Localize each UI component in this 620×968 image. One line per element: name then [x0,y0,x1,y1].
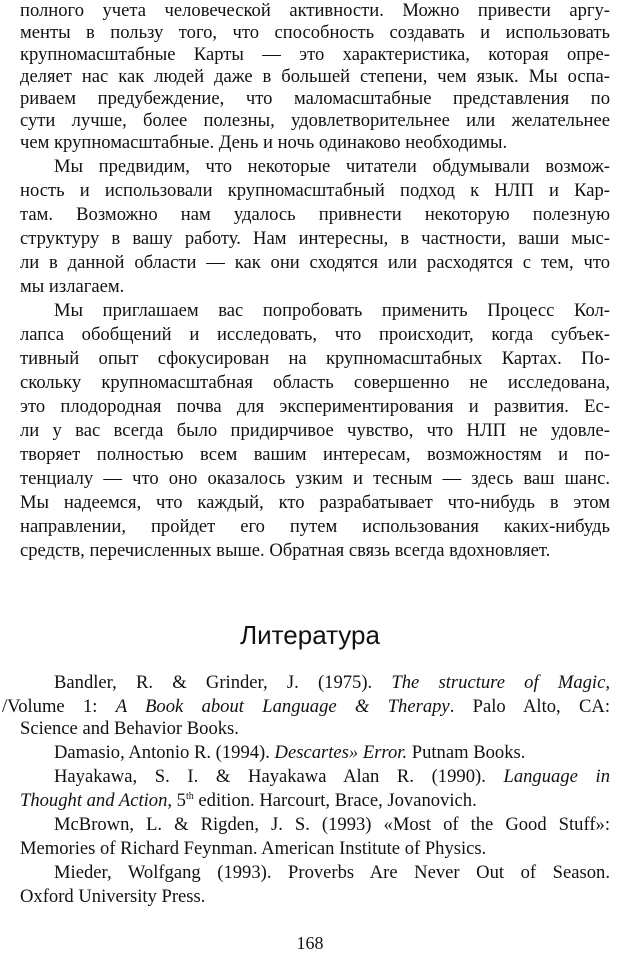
ref-text: edition. Harcourt, Brace, Jovanovich. [193,790,477,811]
reference-line: Memories of Richard Feynman. American Institute of Physics. [20,838,487,859]
reference-line: Mieder, Wolfgang (1993). Proverbs Are Never Out of Season. [54,862,610,883]
body-line: мы излагаем. [20,276,125,297]
body-line: лапса обобщений и исследовать, что происходит, когда субъек- [20,324,610,345]
body-line: крупномасштабные Карты — это характеристика, которая опре- [20,44,610,65]
reference-line [54,672,610,694]
body-line: творяет полностью всем вашим интересам, возможностям и по- [20,444,610,465]
body-line: структуру в вашу работу. Нам интересны, в частности, ваши мыс- [20,228,610,249]
reference-line [2,696,610,718]
ref-title: A Book about Language & Therapy [115,696,450,717]
body-line: ли у вас всегда было придирчивое чувство, что НЛП не удовле- [20,420,610,441]
body-line: ность и использовали крупномасштабный подход к НЛП и Кар- [20,180,610,201]
page-number: 168 [296,933,324,953]
body-line: тенциалу — что оно оказалось узким и тесным — здесь ваш шанс. [20,468,610,489]
ref-text: 5 [172,790,186,811]
reference-line [54,742,610,764]
reference-line [54,766,610,788]
body-line: полного учета человеческой активности. Можно привести аргу- [20,0,610,21]
body-line: там. Возможно нам удалось привнести некоторую полезную [20,204,610,225]
ref-text: Damasio, Antonio R. (1994). [54,742,275,763]
body-line: менты в пользу того, что способность создавать и использовать [20,22,610,43]
ref-text: Bandler, R. & Grinder, J. (1975). [54,672,392,693]
ref-superscript: th [185,791,194,802]
reference-line [20,790,610,812]
ref-title: Thought and Action, [20,790,173,811]
reference-line: McBrown, L. & Rigden, J. S. (1993) «Most of the Good Stuff»: [54,814,610,835]
ref-title: Descartes» Error. [274,742,408,763]
ref-text: . Palo Alto, CA: [449,696,610,717]
section-heading: Литература [240,620,380,650]
ref-text: Putnam Books. [407,742,526,763]
ref-text: /Volume 1: [2,696,116,717]
body-line: чем крупномасштабные. День и ночь одинаково необходимы. [20,132,508,153]
body-line: скольку крупномасштабная область совершенно не исследована, [20,372,610,393]
body-line: деляет нас как людей даже в большей степени, чем язык. Мы оспа- [20,66,610,87]
body-line: средств, перечисленных выше. Обратная связь всегда вдохновляет. [20,540,551,561]
body-line: сути лучше, более полезны, удовлетворительнее или желательнее [20,110,610,131]
body-line: направлении, пройдет его путем использования каких-нибудь [20,516,610,537]
ref-text: Hayakawa, S. I. & Hayakawa Alan R. (1990). [54,766,504,787]
body-line: тивный опыт сфокусирован на крупномасштабных Картах. По- [20,348,610,369]
ref-title: The structure of Magic, [391,672,611,693]
body-line: это плодородная почва для экспериментирования и развития. Ес- [20,396,610,417]
body-line: риваем предубеждение, что маломасштабные представления по [20,88,610,109]
body-line: ли в данной области — как они сходятся или расходятся с тем, что [20,252,610,273]
body-line: Мы предвидим, что некоторые читатели обдумывали возмож- [54,156,610,177]
body-line: Мы приглашаем вас попробовать применить Процесс Кол- [54,300,610,321]
ref-title: Language in [503,766,610,787]
reference-line: Science and Behavior Books. [20,718,239,739]
reference-line: Oxford University Press. [20,886,206,907]
body-line: Мы надеемся, что каждый, кто разрабатывает что-нибудь в этом [20,492,610,513]
